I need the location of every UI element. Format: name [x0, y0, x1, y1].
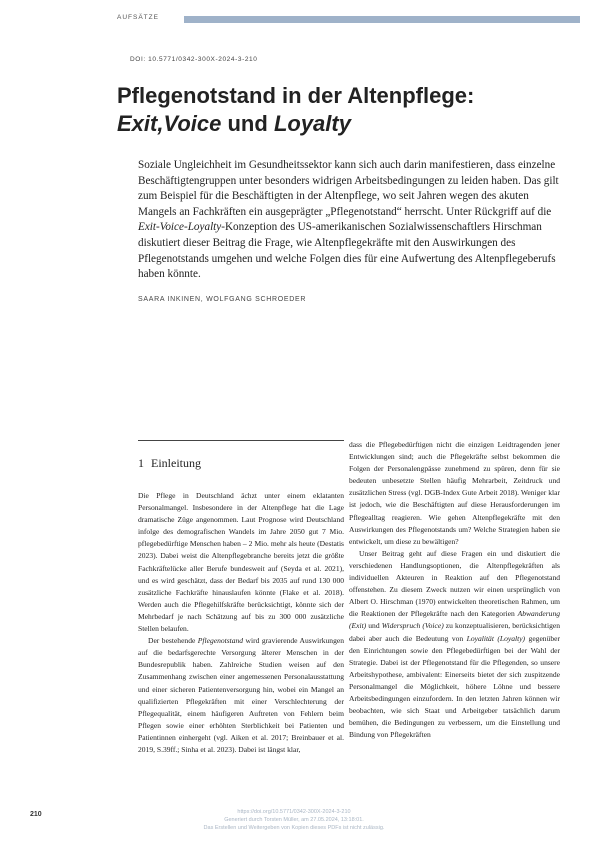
text-run: gegenüber den Einrichtungen sowie den Pflegebedürftigen bei der Wahl der Strategie. Dabei ist der Pflegenotstand für die Pflegenden, so unsere Arbeitshypothese, ambivalent: Einerseits bietet der sich zuspitzende Personalmangel die Möglichkeit, höhere Löhne und bessere Arbeitsbedingungen einzufordern. In den letzten Jahren können wir beobachten, wie sich Staat und Arbeitgeber tatsächlich darum bemühen, die Bedingungen zu verbessern, um die Einstellung und Bindung von Pflegekräften — [349, 633, 560, 740]
abstract-text-2: -Konzeption des US-amerikanischen Sozialwissenschaftlers Hirschman diskutiert dieser Beitrag die Frage, wie Altenpflegekräfte mit den Auswirkungen des Pflegenotstands umgehen und welche Folgen dies für eine Aufwertung des Altenpflegeberufs haben könnte. — [138, 221, 556, 281]
section-number: 1 — [138, 456, 144, 470]
section-heading — [138, 456, 201, 471]
abstract-emphasis: Exit-Voice-Loyalty — [138, 221, 222, 234]
text-run: Der bestehende — [148, 636, 198, 646]
section-accent-bar — [184, 16, 580, 23]
title-line-1: Pflegenotstand in der Altenpflege: — [117, 83, 475, 108]
title-und: und — [227, 111, 268, 136]
title-voice: Voice — [163, 111, 222, 136]
text-emphasis: Pflegenotstand — [197, 636, 244, 646]
paragraph — [138, 635, 344, 756]
text-run: und — [366, 621, 382, 631]
authors: SAARA INKINEN, WOLFGANG SCHROEDER — [138, 296, 307, 303]
footer-generated: Generiert durch Torsten Müller, am 27.05.2024, 13:18:01. — [224, 817, 364, 823]
doi: DOI: 10.5771/0342-300X-2024-3-210 — [130, 56, 258, 63]
text-emphasis: Loyalität (Loyalty) — [466, 633, 526, 643]
text-run: wird gravierende Auswirkungen auf die bedarfsgerechte Versorgung älterer Menschen in der Bundesrepublik haben. Zahlreiche Studien weisen auf den Zusammenhang zwischen einer angemessenen Personalausstattung und einer sicheren Patientenversorgung hin, wobei ein Mangel an qualifizierten Pflegekräften mit einer Verschlechterung der Pflegequalität, einem häufigeren Auftreten von Fehlern beim Pflegen sowie einer erhöhten Sterblichkeit bei Patienten und Patientinnen einhergeht (vgl. Aiken et al. 2017; Breinbauer et al. 2019, S.39ff.; Sinha et al. 2023). Dabei ist längst klar, — [138, 636, 344, 754]
text-emphasis: Widerspruch (Voice) — [381, 621, 444, 631]
paragraph: Die Pflege in Deutschland ächzt unter einem eklatanten Personalmangel. Insbesondere in der Altenpflege hat die Lage dramatische Züge angenommen. Laut Prognose wird Deutschland infolge des demografischen Wandels im Jahre 2050 gut 7 Mio. pflegebedürftige Menschen haben – 2 Mio. mehr als heute (Destatis 2023). Dabei weist die Altenpflegebranche bereits jetzt die größte Fachkräftelücke aller Berufe bundesweit auf (Seyda et al. 2021), und es wird geschätzt, dass der Bedarf bis 2035 auf rund 130 000 zusätzliche Fachkräfte hinauslaufen könnte (Flake et al. 2018). Werden auch die Pflegehilfskräfte berücksichtigt, könnte sich der Mehrbedarf je nach Schätzung auf bis zu 300 000 zusätzliche Stellen belaufen. — [138, 491, 344, 634]
footer-watermark — [178, 808, 410, 832]
title-line-2 — [117, 110, 577, 138]
section-label: AUFSÄTZE — [117, 14, 159, 21]
footer-copyright: Das Erstellen und Weitergeben von Kopien dieses PDFs ist nicht zulässig. — [203, 825, 385, 831]
title-loyalty: Loyalty — [273, 111, 351, 136]
abstract-text-1: Soziale Ungleichheit im Gesundheitssektor kann sich auch darin manifestieren, dass einzelne Beschäftigtengruppen unter besonders widrigen Arbeitsbedingungen zu leiden haben. Das gilt zum Beispiel für die Beschäftigten in der Altenpflege, wo seit Jahren wegen des akuten Mangels an Fachkräften ein ausgeprägter „Pflegenotstand“ herrscht. Unter Rückgriff auf die — [138, 159, 559, 218]
page-number: 210 — [30, 811, 42, 818]
abstract — [138, 158, 568, 283]
paragraph — [349, 548, 560, 742]
article-title — [117, 82, 577, 138]
title-exit: Exit, — [117, 111, 164, 136]
paragraph: dass die Pflegebedürftigen nicht die einzigen Leidtragenden jener Entwicklungen sind; auch die Pflegekräfte selbst bekommen die Folgen der Personalengpässe zunehmend zu spüren, denn für sie bedeuten unbesetzte Stellen häufig Mehrarbeit, Zeitdruck und zusätzlichen Stress (vgl. DGB-Index Gute Arbeit 2018). Weniger klar ist jedoch, wie die Beschäftigten auf diese Herausforderungen im Pflegealltag reagieren. Wie gehen Altenpflegekräfte mit den Auswirkungen des Pflegenotstands um? Welche Strategien haben sie entwickelt, um diese zu bewältigen? — [349, 440, 560, 546]
text-emphasis: Abwanderung (Exit) — [349, 609, 560, 631]
text-run: zu konzeptualisieren, berücksichtigen dabei aber auch die Bedeutung von — [349, 621, 560, 643]
section-title: Einleitung — [151, 456, 201, 470]
body-column-right — [349, 439, 560, 741]
footer-doi-link[interactable]: https://doi.org/10.5771/0342-300X-2024-3-210 — [237, 809, 351, 815]
body-column-left — [138, 490, 344, 756]
section-rule — [138, 440, 344, 441]
text-run: Unser Beitrag geht auf diese Fragen ein und diskutiert die verschiedenen Handlungsoptionen, die Altenpflegekräften als individuellen Akteuren in Reaktion auf den Pflegenotstand offenstehen. Zu diesem Zweck nutzen wir einen ursprünglich von Albert O. Hirschman (1970) entwickelten theoretischen Rahmen, um die Reaktionen der Pflegekräfte nach den Kategorien — [349, 548, 560, 619]
